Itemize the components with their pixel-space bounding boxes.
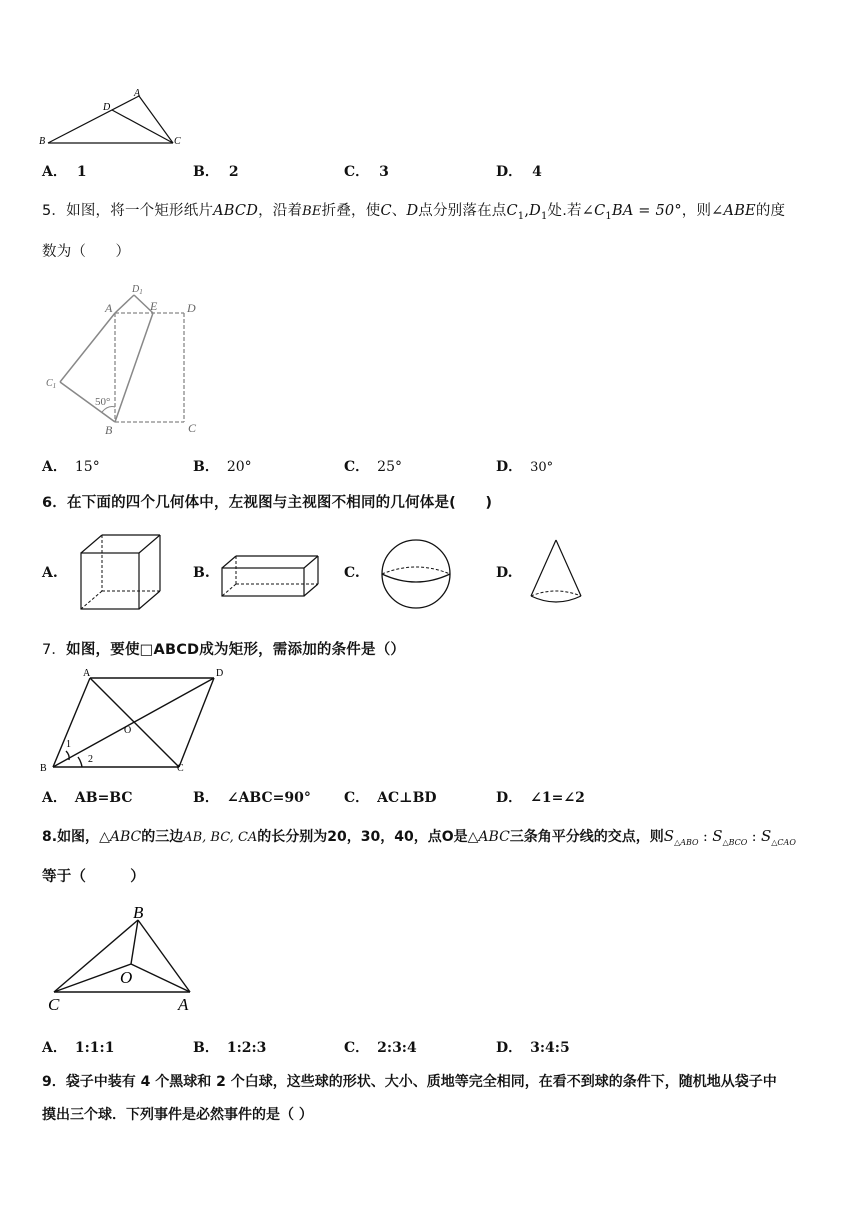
fig4-label-c: C xyxy=(174,136,181,147)
q7-option-d[interactable] xyxy=(496,787,585,807)
q5-text-line2: 数为（ ） xyxy=(42,244,131,260)
q5-number: 5． xyxy=(42,203,67,219)
math: ∠C xyxy=(581,203,606,219)
option-key: D． xyxy=(496,790,523,806)
fig5-label-e: E xyxy=(150,299,158,313)
q5-option-b[interactable] xyxy=(193,456,252,476)
q7-text-body: 如图，要使□ABCD成为矩形，需添加的条件是（） xyxy=(66,642,406,658)
text: 点分别落在点 xyxy=(418,203,507,219)
option-text: AB=BC xyxy=(74,790,133,806)
q6-option-b-key[interactable]: B. xyxy=(193,565,210,581)
q6-option-d-key[interactable]: D. xyxy=(496,565,513,581)
math: ABCD xyxy=(213,203,259,219)
q8-triangle-figure xyxy=(40,900,210,1015)
text: 的长分别为20，30，40，点O是 xyxy=(257,829,468,845)
q7-number: 7． xyxy=(42,642,67,658)
fig5-label-b: B xyxy=(105,423,113,437)
text: 折叠，使 xyxy=(321,203,381,219)
option-key: D． xyxy=(496,459,523,475)
option-text: 1 xyxy=(76,164,87,180)
q8-option-b[interactable] xyxy=(193,1037,266,1057)
q8-number: 8. xyxy=(42,829,58,845)
q5-option-d[interactable] xyxy=(496,456,553,476)
fig7-label-a: A xyxy=(83,668,91,679)
fig7-label-1: 1 xyxy=(66,739,71,750)
option-text: ∠1=∠2 xyxy=(530,790,585,806)
option-key: A． xyxy=(42,790,67,806)
math: D xyxy=(529,203,541,219)
text: ，沿着 xyxy=(258,203,303,219)
text: 三条角平分线的交点，则 xyxy=(509,829,664,845)
subscript: △CAO xyxy=(771,837,796,847)
math: S xyxy=(663,827,675,845)
option-key: A． xyxy=(42,164,67,180)
fig7-label-o: O xyxy=(124,725,132,736)
option-key: C． xyxy=(344,459,370,475)
option-text: 2 xyxy=(228,164,239,180)
q8-option-d[interactable] xyxy=(496,1037,570,1057)
fig8-label-c: C xyxy=(48,995,60,1014)
fig5-label-d: D xyxy=(187,301,196,315)
q9-text-line1: 9．袋子中装有 4 个黑球和 2 个白球，这些球的形状、大小、质地等完全相同，在看不到球的条件下，随机地从袋子中 xyxy=(42,1074,777,1090)
option-key: B． xyxy=(193,164,219,180)
cube-icon xyxy=(78,533,164,611)
fig8-label-o: O xyxy=(120,968,133,987)
q8-text-line1 xyxy=(42,826,796,847)
fig7-label-2: 2 xyxy=(88,754,93,765)
q4-option-b[interactable] xyxy=(193,161,239,181)
fig5-label-d1-main: D xyxy=(132,284,140,295)
text: 如图，将一个矩形纸片 xyxy=(66,203,214,219)
option-key: C． xyxy=(344,164,370,180)
option-key: A． xyxy=(42,1040,67,1056)
subscript: △ABO xyxy=(674,837,699,847)
math: AB, BC, CA xyxy=(183,830,258,845)
fig4-label-d: D xyxy=(103,102,111,113)
subscript: △BCO xyxy=(722,837,748,847)
option-text: 4 xyxy=(532,164,542,180)
option-text: 30° xyxy=(530,460,554,475)
subscript: 1 xyxy=(517,210,525,222)
math: BA = 50° xyxy=(611,203,682,219)
subscript: 1 xyxy=(605,210,612,222)
subscript: 1 xyxy=(540,210,548,222)
option-text: 1:2:3 xyxy=(226,1040,267,1056)
sphere-icon xyxy=(378,538,454,610)
option-text: 2:3:4 xyxy=(377,1040,417,1056)
math: S xyxy=(760,827,772,845)
q7-option-c[interactable] xyxy=(344,787,437,807)
math: D xyxy=(406,203,419,219)
fig5-label-c1-main: C xyxy=(46,378,53,389)
q9-text-line2: 摸出三个球．下列事件是必然事件的是（ ） xyxy=(42,1107,313,1123)
text: : xyxy=(698,829,713,845)
math: C xyxy=(506,203,518,219)
fig4-label-b: B xyxy=(39,136,46,147)
cone-icon xyxy=(528,538,584,608)
text: ，则 xyxy=(681,203,712,219)
q5-text-line1 xyxy=(42,199,785,222)
fig8-label-a: A xyxy=(178,995,189,1014)
math: BE xyxy=(302,204,322,219)
math: ∠ABE xyxy=(711,203,756,219)
q5-option-a[interactable] xyxy=(42,456,100,476)
q7-option-b[interactable] xyxy=(193,787,311,807)
option-text: 25° xyxy=(377,459,402,475)
fig5-label-d1 xyxy=(131,284,143,296)
fig5-label-c1 xyxy=(46,378,56,390)
option-key: B． xyxy=(193,790,219,806)
option-key: C． xyxy=(344,790,370,806)
q4-triangle-figure xyxy=(36,86,186,150)
q8-option-a[interactable] xyxy=(42,1037,114,1057)
q6-text: 6．在下面的四个几何体中，左视图与主视图不相同的几何体是( ) xyxy=(42,495,493,511)
fig4-label-a: A xyxy=(134,88,141,99)
q8-text-line2: 等于（ ） xyxy=(42,869,145,885)
q5-option-c[interactable] xyxy=(344,456,402,476)
text: 、 xyxy=(391,203,407,219)
option-key: B． xyxy=(193,1040,219,1056)
option-key: B． xyxy=(193,459,219,475)
option-key: C． xyxy=(344,1040,370,1056)
option-key: D． xyxy=(496,1040,523,1056)
fig7-label-d: D xyxy=(216,668,224,679)
text: 处.若 xyxy=(547,203,582,219)
q5-folded-rectangle-figure xyxy=(40,280,210,438)
q6-option-c-key[interactable]: C. xyxy=(344,565,360,581)
text: 的三边 xyxy=(141,829,184,845)
math: △ABC xyxy=(467,829,510,845)
math: C xyxy=(380,203,392,219)
q7-parallelogram-figure xyxy=(36,665,236,777)
fig7-label-b: B xyxy=(40,763,47,774)
option-text: ∠ABC=90° xyxy=(226,790,311,806)
fig5-label-c: C xyxy=(188,421,197,435)
option-key: A． xyxy=(42,459,67,475)
fig5-label-d1-sub: 1 xyxy=(139,288,143,296)
fig7-label-c: C xyxy=(177,763,184,774)
text: , xyxy=(524,203,530,219)
option-text: 1:1:1 xyxy=(74,1040,115,1056)
math: △ABC xyxy=(99,829,142,845)
fig8-label-b: B xyxy=(133,903,144,922)
text: 的度 xyxy=(755,203,786,219)
q8-option-c[interactable] xyxy=(344,1037,417,1057)
option-key: D． xyxy=(496,164,523,180)
q7-option-a[interactable] xyxy=(42,787,133,807)
q4-option-d[interactable] xyxy=(496,161,542,181)
q6-option-a-key[interactable]: A. xyxy=(42,565,58,581)
option-text: 3 xyxy=(379,164,389,180)
q4-option-c[interactable] xyxy=(344,161,389,181)
option-text: 20° xyxy=(226,459,252,475)
q4-option-a[interactable] xyxy=(42,161,87,181)
fig5-label-c1-sub: 1 xyxy=(52,382,57,390)
text: 如图， xyxy=(57,829,100,845)
option-text: AC⊥BD xyxy=(377,790,437,806)
fig5-angle-label: 50° xyxy=(95,396,111,408)
q7-text xyxy=(42,638,405,659)
option-text: 15° xyxy=(74,459,100,475)
option-text: 3:4:5 xyxy=(530,1040,570,1056)
math: S xyxy=(712,827,723,845)
text: : xyxy=(747,829,761,845)
fig5-label-a: A xyxy=(105,301,113,315)
cuboid-icon xyxy=(220,554,322,598)
